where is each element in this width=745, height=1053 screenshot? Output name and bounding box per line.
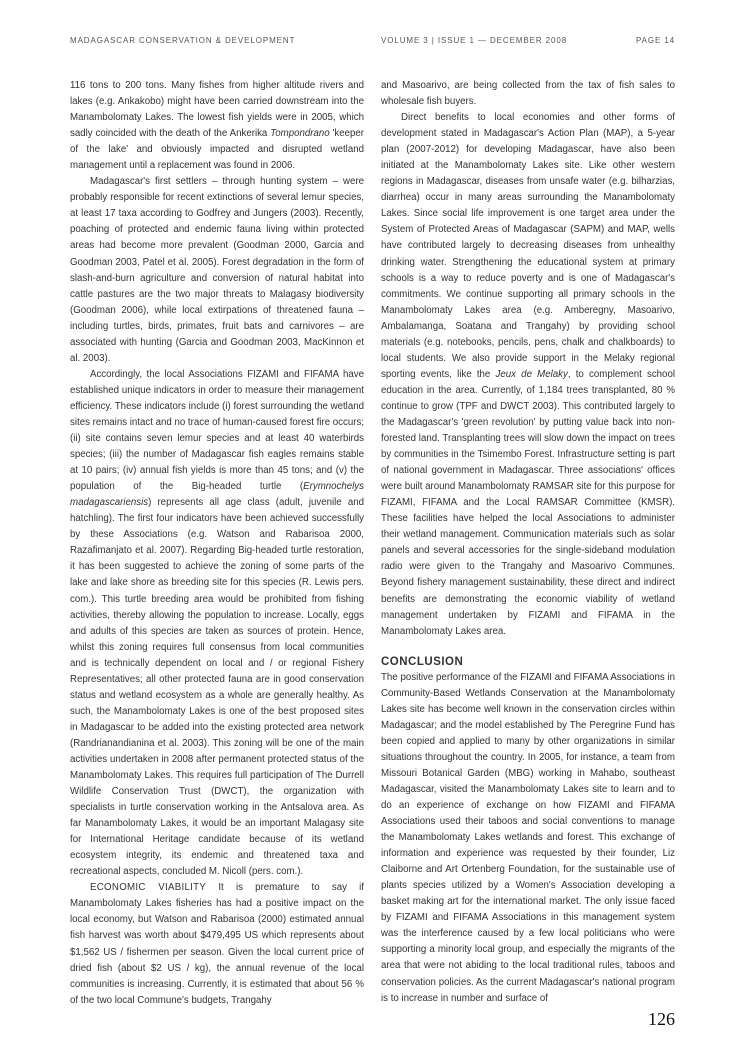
italic-species: Erymnochelys madagascariensis bbox=[70, 481, 364, 509]
text: 'keeper of the lake' and obviously impacted and disrupted wetland management until a replacement was found in 2006. bbox=[70, 128, 364, 172]
journal-title: MADAGASCAR CONSERVATION & DEVELOPMENT bbox=[70, 36, 296, 45]
text: Direct benefits to local economies and other forms of development stated in Madagascar's Action Plan (MAP), a 5-year plan (2007-2012) for developing Madagascar, have also been initiated at the Manambolomaty Lakes site. Like other western regions in Madagascar, diseases from unsafe water (e.g. bilharzias, diarrhea) occur in many areas surrounding the Manambolomaty Lakes. Since social life improvement is one target area under the System of Protected Areas of Madagascar (SAPM) and MAP, wells have contributed largely to decreasing diseases from unhealthy drinking water. Strengthening the educational system at primary schools is a way to reduce poverty and is one of Madagascar's commitments. We continue supporting all primary schools in the Manambolomaty Lakes area (e.g. Amberegny, Masoarivo, Ambalamanga, Soatana and Trangahy) by providing school materials (e.g. notebooks, pencils, pens, chalk and chalkboards) to local students. We also provide support in the Melaky regional sporting events, like the bbox=[381, 112, 675, 380]
paragraph-fish-yields bbox=[70, 78, 364, 174]
left-column bbox=[70, 78, 364, 1009]
issue-info: VOLUME 3 | ISSUE 1 — DECEMBER 2008 bbox=[381, 36, 568, 45]
text: 116 tons to 200 tons. Many fishes from higher altitude rivers and lakes (e.g. Ankakobo) might have been carried downstream into the Manambolomaty Lakes. The lowest fish yields were in 2005, which sadly coincided with the death of the Ankerika bbox=[70, 80, 364, 140]
conclusion-heading: CONCLUSION bbox=[381, 655, 464, 668]
text: It is premature to say if Manambolomaty Lakes fisheries has had a positive impact on the local economy, but Watson and Rabarisoa (2000) estimated annual fish harvest was worth about $479,495 US which represents about $1,562 US / fishermen per season. Given the local current price of dried fish (about $2 US / kg), the annual revenue of the local communities is increasing. Currently, it is estimated that about 56 % of the two local Commune's budgets, Trangahy bbox=[70, 882, 364, 1006]
paragraph-first-settlers: Madagascar's first settlers – through hunting system – were probably responsible for recent extinctions of several lemur species, at least 17 taxa according to Godfrey and Jungers (2003). Recently, poaching of protected and endemic fauna living within protected areas had become more prevalent (Goodman 2000, Garcia and Goodman 2003, Patel et al. 2005). Forest degradation in the form of slash-and-burn agriculture and conversion of natural habitat into cattle pastures are the two major threats to Malagasy biodiversity (Goodman 2006), while local extirpations of threatened fauna – including turtles, birds, primates, fruit bats and carnivores – are associated with hunting (Garcia and Goodman 2003, MacKinnon et al. 2003). bbox=[70, 176, 364, 364]
text: ) represents all age class (adult, juvenile and hatchling). The first four indicators have been achieved successfully by these Associations (e.g. Watson and Rabarisoa 2000, Razafimanjato et al. 2007). Regarding Big-headed turtle restoration, it has been suggested to achieve the zoning of some parts of the lake and lake shore as breeding site for this species (R. Lewis pers. com.). This turtle breeding area would be prohibited from fishing activities, thereby allowing the population to increase. Locally, eggs and adults of this species are taken as sources of protein. Hence, whilst this zoning requires full consensus from local communities and is technically dependent on local and / or regional Fishery Representatives; all other protected fauna are in good conservation status and wetland ecosystem as a whole are generally healthy. As such, the Manambolomaty Lakes is one of the best proposed sites in Madagascar to be added into the existing protected area network (Randrianandianina et al. 2003). This zoning will be one of the main activities undertaken in 2008 after permanent protected status of the Manambolomaty Lakes. This requires full participation of The Durrell Wildlife Conservation Trust (DWCT), the organization with specialists in turtle conservation working in the Antsalova area. As far Manambolomaty Lakes, it would be an important Malagasy site for International Heritage candidate because of its wetland ecosystem integrity, its endemic and threatened taxa and recreational aspects, concluded M. Nicoll (pers. com.). bbox=[70, 497, 364, 878]
italic-event: Jeux de Melaky bbox=[495, 368, 568, 380]
right-column bbox=[381, 78, 675, 1007]
text: Accordingly, the local Associations FIZAMI and FIFAMA have established unique indicators in order to measure their management efficiency. These indicators include (i) forest surrounding the wetland sites remains intact and no trace of human-caused forest fire occurs; (ii) site contains seven lemur species and at least 40 waterbirds species; (iii) the number of Madagascar fish eagles remains stable at 10 pairs; (iv) annual fish yields is more than 45 tons; and (v) the population of the Big-headed turtle ( bbox=[70, 368, 364, 493]
paragraph-economic-viability bbox=[70, 880, 364, 1008]
header-page-label: PAGE 14 bbox=[635, 36, 675, 45]
subsection-label: ECONOMIC VIABILITY bbox=[90, 882, 207, 894]
paragraph-tax-continued: and Masoarivo, are being collected from the tax of fish sales to wholesale fish buyers. bbox=[381, 80, 675, 108]
text: , to complement school education in the area. Currently, of 1,184 trees transplanted, 80 % continue to grow (TPF and DWCT 2003). This contributed largely to the Madagascar's 'green revolution' by putting value back into non-forested land. Transplanting trees will slow down the impact on trees by communities in the Tsimembo Forest. Infrastructure setting is part of national government in Madagascar. Three associations' offices were built around Manambolomaty RAMSAR site for this purpose for FIZAMI, FIFAMA and the Local RAMSAR Committee (KMSR). These facilities have helped the local Associations to administer their wetland management. Communication materials such as solar panels and several accessories for the single-sideband modulation radio were given to the Trangahy and Masoarivo Communes. Beyond fishery management sustainability, these direct and indirect benefits are demonstrating the economic viability of wetland management undertaken by FIZAMI and FIFAMA in the Manambolomaty Lakes area. bbox=[381, 368, 675, 637]
page-number: 126 bbox=[648, 1009, 675, 1029]
paragraph-indicators bbox=[70, 367, 364, 881]
paragraph-conclusion: The positive performance of the FIZAMI and FIFAMA Associations in Community-Based Wetlands Conservation at the Manambolomaty Lakes site has become well known in the conservation circles within Madagascar; and the model established by The Peregrine Fund has been copied and applied to many by other organizations in similar situations throughout the country. In 2005, for instance, a team from Missouri Botanical Garden (MBG) working in Mahabo, southeast Madagascar, visited the Manambolomaty Lakes site to learn and to do an experience of exchange on how FIZAMI and FIFAMA Associations used their taboos and social conventions to manage the Manambolomaty Lakes wetlands and forest. This exchange of information and experience was requested by their founder, Liz Claiborne and Art Ortenberg Foundation, for the sustainable use of plants species utilized by a Women's Association developing a basket making art for the international market. The only issue faced by FIZAMI and FIFAMA Associations in this management system was the interference caused by a few local politicians who were supporting a minority local group, and especially the migrants of the area that were not abiding to the local traditional rules, taboos and conservation policies. As the current Madagascar's national program is to increase in number and surface of bbox=[381, 671, 675, 1004]
italic-term: Tompondrano bbox=[270, 128, 330, 140]
paragraph-direct-benefits bbox=[381, 110, 675, 640]
